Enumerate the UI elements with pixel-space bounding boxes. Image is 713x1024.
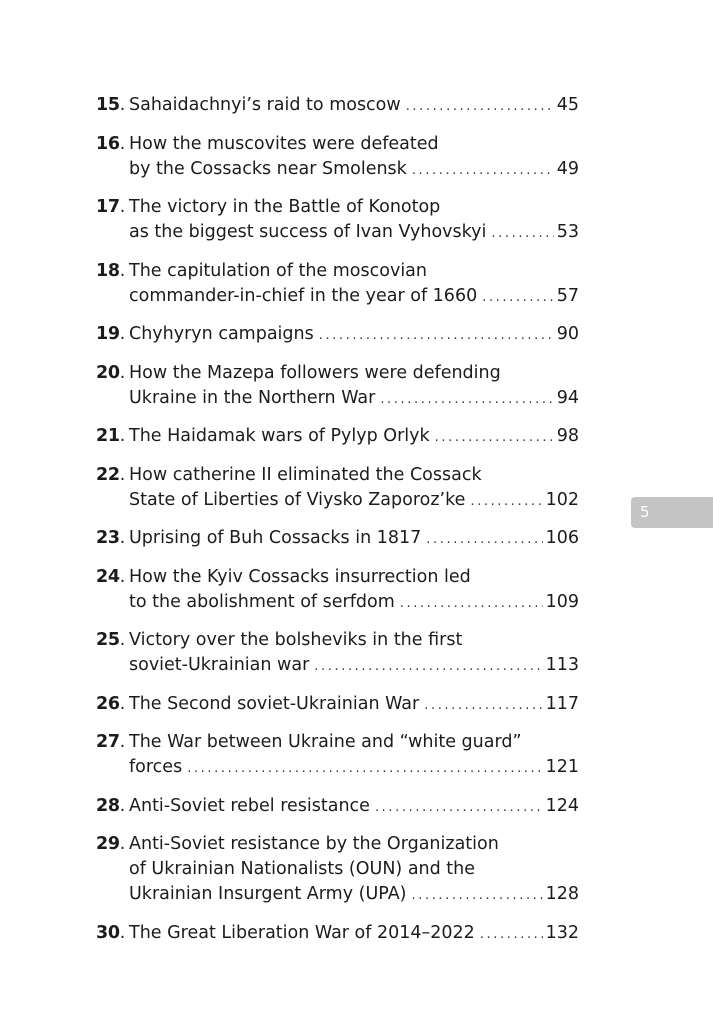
toc-entry-number-value: 29 [96, 834, 120, 854]
toc-entry-number: 25. [96, 630, 126, 650]
toc-entry-title [129, 692, 579, 718]
toc-entry-number: 29. [96, 834, 126, 854]
toc-entry-number: 17. [96, 197, 126, 217]
table-of-contents [96, 93, 579, 959]
toc-entry-page: 128 [545, 884, 579, 904]
toc-entry-number: 16. [96, 133, 126, 154]
toc-entry-title [129, 921, 579, 947]
toc-entry-number-value: 28 [96, 795, 120, 816]
toc-entry-title [129, 730, 579, 781]
toc-entry-last-line [129, 386, 579, 412]
toc-entry-number: 28. [96, 795, 126, 816]
toc-entry-last-line [129, 692, 579, 718]
toc-entry-last-line [129, 794, 579, 820]
toc-entry [96, 93, 579, 119]
toc-entry-title [129, 195, 579, 246]
toc-entry-title [129, 132, 579, 183]
toc-entry-title-line: How the Kyiv Cossacks insurrection led [129, 566, 471, 587]
dot-leader [314, 654, 542, 679]
toc-entry-number: 23. [96, 528, 126, 548]
toc-entry [96, 132, 579, 183]
dot-leader [400, 591, 543, 616]
toc-entry-last-line [129, 921, 579, 947]
toc-entry-title-line: The Haidamak wars of Pylyp Orlyk [129, 426, 430, 446]
toc-entry-title-line: Ukraine in the Northern War [129, 387, 376, 408]
toc-entry-number: 26. [96, 693, 126, 714]
toc-entry-page: 94 [556, 387, 579, 408]
toc-entry-last-line [129, 882, 579, 908]
toc-entry-number-value: 16 [96, 133, 120, 154]
toc-entry-number-value: 20 [96, 362, 120, 383]
toc-entry-page: 117 [545, 693, 579, 714]
dot-leader [412, 883, 543, 908]
toc-entry [96, 832, 579, 908]
toc-entry-title-line: Ukrainian Insurgent Army (UPA) [129, 884, 407, 904]
toc-entry-number: 22. [96, 464, 126, 485]
toc-entry-number: 24. [96, 566, 126, 587]
toc-entry-page: 132 [545, 922, 579, 943]
toc-entry-title-line: How catherine II eliminated the Cossack [129, 464, 482, 485]
dot-leader [375, 795, 543, 820]
toc-entry-title-line: The victory in the Battle of Konotop [129, 197, 441, 217]
toc-entry-title-line: Uprising of Buh Cossacks in 1817 [129, 528, 422, 548]
toc-entry-page: 124 [545, 795, 579, 816]
dot-leader [426, 527, 542, 552]
toc-entry-title-line: of Ukrainian Nationalists (OUN) and the [129, 859, 476, 879]
toc-entry-page: 90 [556, 324, 579, 344]
toc-entry-last-line [129, 284, 579, 310]
toc-entry-title-line: forces [129, 757, 183, 777]
toc-entry-title-line: to the abolishment of serfdom [129, 591, 395, 612]
dot-leader [435, 425, 554, 450]
toc-entry-number-value: 15 [96, 95, 120, 115]
toc-entry-number-value: 30 [96, 922, 120, 943]
toc-entry-page: 106 [545, 528, 579, 548]
toc-entry-title-line: How the muscovites were defeated [129, 133, 439, 154]
toc-entry-number-value: 21 [96, 426, 120, 446]
toc-entry-title-line: Anti-Soviet rebel resistance [129, 795, 370, 816]
toc-entry [96, 361, 579, 412]
toc-entry-last-line [129, 220, 579, 246]
dot-leader [491, 221, 553, 246]
dot-leader [470, 489, 542, 514]
toc-entry-title [129, 361, 579, 412]
toc-entry [96, 628, 579, 679]
dot-leader [380, 387, 553, 412]
toc-entry-page: 45 [556, 95, 579, 115]
toc-entry-page: 102 [545, 489, 579, 510]
toc-entry-last-line [129, 93, 579, 119]
toc-entry [96, 259, 579, 310]
toc-entry-title [129, 628, 579, 679]
toc-entry-title-line: The capitulation of the moscovian [129, 260, 427, 281]
toc-entry-number: 15. [96, 95, 126, 115]
toc-entry-title-line: The Second soviet-Ukrainian War [129, 693, 420, 714]
toc-entry-title [129, 565, 579, 616]
dot-leader [412, 158, 554, 183]
toc-entry-page: 121 [545, 757, 579, 777]
toc-entry-number-value: 26 [96, 693, 120, 714]
toc-entry-number-value: 25 [96, 630, 120, 650]
toc-entry-last-line [129, 322, 579, 348]
toc-entry-page: 109 [545, 591, 579, 612]
toc-entry-number: 27. [96, 732, 126, 752]
dot-leader [187, 756, 542, 781]
toc-entry-title-line: Anti-Soviet resistance by the Organization [129, 834, 499, 854]
toc-entry-title [129, 322, 579, 348]
toc-entry-last-line [129, 526, 579, 552]
toc-entry-title-line: State of Liberties of Viysko Zaporoz’ke [129, 489, 466, 510]
toc-entry-page: 98 [556, 426, 579, 446]
toc-entry-title-line: The War between Ukraine and “white guard” [129, 732, 522, 752]
toc-entry-number-value: 17 [96, 197, 120, 217]
toc-entry-title-line: Victory over the bolsheviks in the first [129, 630, 463, 650]
toc-entry [96, 463, 579, 514]
toc-entry-number: 18. [96, 260, 126, 281]
toc-entry-number-value: 22 [96, 464, 120, 485]
toc-entry-page: 53 [556, 222, 579, 242]
toc-entry-page: 49 [556, 158, 579, 179]
toc-entry-number-value: 19 [96, 324, 120, 344]
toc-entry-last-line [129, 755, 579, 781]
dot-leader [482, 285, 554, 310]
toc-entry-title [129, 526, 579, 552]
dot-leader [480, 922, 543, 947]
toc-entry-title [129, 794, 579, 820]
toc-entry-number-value: 27 [96, 732, 120, 752]
toc-entry-last-line [129, 590, 579, 616]
toc-entry-number-value: 24 [96, 566, 120, 587]
toc-entry-title [129, 463, 579, 514]
toc-entry-title-line: Sahaidachnyi’s raid to moscow [129, 95, 401, 115]
toc-entry-page: 113 [545, 655, 579, 675]
toc-entry [96, 921, 579, 947]
toc-entry-number: 19. [96, 324, 126, 344]
toc-entry-number-value: 18 [96, 260, 120, 281]
toc-entry-title-line: by the Cossacks near Smolensk [129, 158, 407, 179]
toc-entry-last-line [129, 488, 579, 514]
toc-entry-title [129, 259, 579, 310]
toc-entry-page: 57 [556, 285, 579, 306]
toc-entry-number-value: 23 [96, 528, 120, 548]
toc-entry-title-line: as the biggest success of Ivan Vyhovskyi [129, 222, 487, 242]
toc-entry [96, 322, 579, 348]
toc-entry-title [129, 832, 579, 908]
toc-entry-number: 30. [96, 922, 126, 943]
toc-entry [96, 526, 579, 552]
toc-entry-title [129, 424, 579, 450]
toc-entry [96, 195, 579, 246]
toc-entry-title-line: commander-in-chief in the year of 1660 [129, 285, 478, 306]
toc-entry-title-line: How the Mazepa followers were defending [129, 362, 501, 383]
toc-entry-number: 21. [96, 426, 126, 446]
toc-entry [96, 730, 579, 781]
toc-entry-title-line: soviet-Ukrainian war [129, 655, 310, 675]
toc-entry [96, 565, 579, 616]
toc-entry-number: 20. [96, 362, 126, 383]
chapter-tab-label: 5 [640, 503, 650, 521]
toc-entry-last-line [129, 653, 579, 679]
toc-entry [96, 794, 579, 820]
toc-entry-last-line [129, 424, 579, 450]
dot-leader [319, 323, 554, 348]
toc-entry [96, 692, 579, 718]
toc-entry-title [129, 93, 579, 119]
toc-entry-title-line: Chyhyryn campaigns [129, 324, 314, 344]
chapter-tab [631, 497, 713, 528]
toc-entry [96, 424, 579, 450]
dot-leader [406, 94, 554, 119]
toc-entry-last-line [129, 157, 579, 183]
toc-entry-title-line: The Great Liberation War of 2014–2022 [129, 922, 475, 943]
dot-leader [424, 693, 542, 718]
